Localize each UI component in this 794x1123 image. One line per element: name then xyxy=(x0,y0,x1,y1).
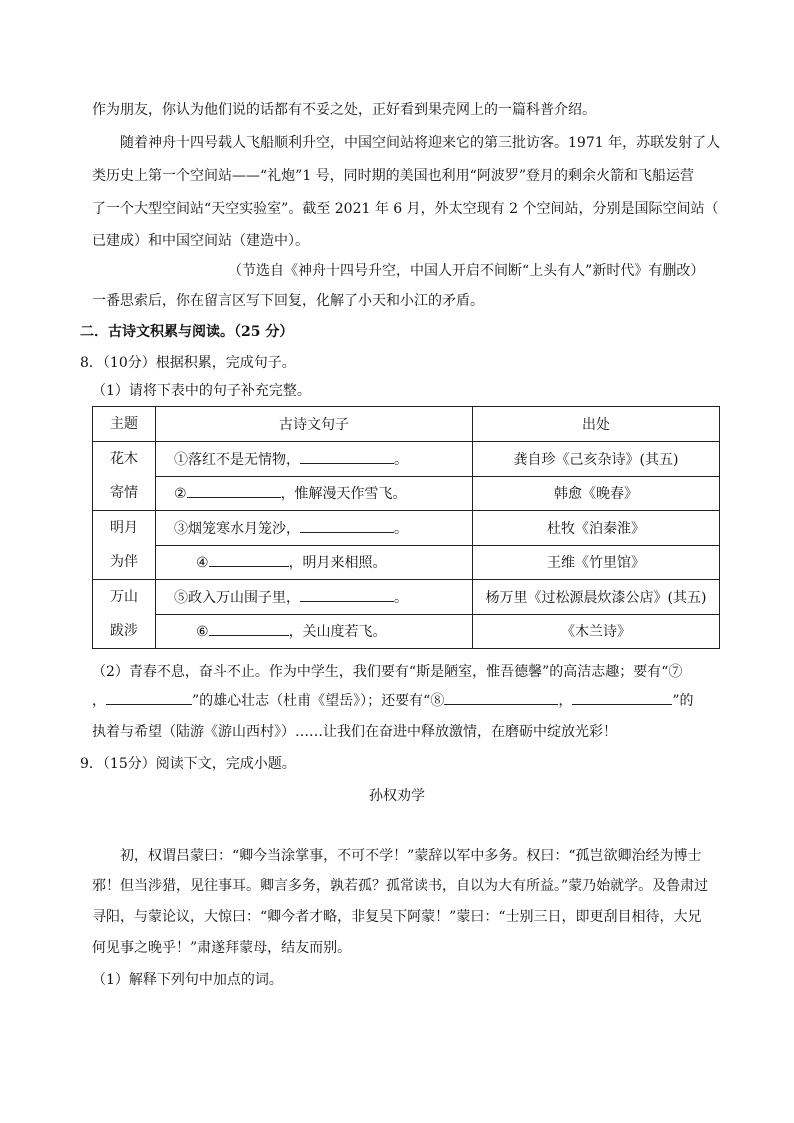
sub-2-text: ， xyxy=(558,693,573,709)
source-cell: 杨万里《过松源晨炊漆公店》(其五) xyxy=(473,580,720,615)
sub-2-text: （2）青春不息，奋斗不止。作为中学生，我们要有“斯是陋室，惟吾德馨”的高洁志趣；要有“⑦ xyxy=(92,664,683,680)
poem-line-text: ⑤政入万山围子里， xyxy=(174,589,300,606)
source-cell: 杜牧《泊秦淮》 xyxy=(473,511,720,546)
poem-line-text: ③烟笼寒水月笼沙， xyxy=(174,520,300,537)
topic-cell-flowers xyxy=(93,442,156,511)
sub-2-text: ”的雄心壮志（杜甫《望岳》）；还要有“⑧ xyxy=(192,693,445,709)
reading-line-2: 邪！但当涉猎，见往事耳。卿言多务，孰若孤？孤常读书，自以为大有所益。”蒙乃始就学。及鲁肃过 xyxy=(92,878,709,894)
poem-line-text: 。 xyxy=(394,451,408,468)
question-8-sub-2-line-3: 执着与希望（陆游《游山西村》）……让我们在奋进中释放激情，在磨砺中绽放光彩！ xyxy=(92,724,617,740)
poem-line-text: 。 xyxy=(394,589,408,606)
answer-blank[interactable] xyxy=(300,587,394,602)
poem-line-cell xyxy=(156,614,473,649)
answer-blank[interactable] xyxy=(300,449,394,464)
source-cell: 龚自珍《己亥杂诗》(其五) xyxy=(473,442,720,477)
answer-blank[interactable] xyxy=(209,621,289,636)
poem-line-text: ④ xyxy=(196,555,209,572)
reading-line-3: 寻阳，与蒙论议，大惊曰：“卿今者才略，非复吴下阿蒙！”蒙曰：“士别三日，即更刮目相待，大兄 xyxy=(92,909,702,925)
source-cell: 韩愈《晚春》 xyxy=(473,476,720,511)
poem-line-cell xyxy=(156,545,473,580)
passage-line-3: 类历史上第一个空间站——“礼炮”1 号，同时期的美国也利用“阿波罗”登月的剩余火箭和飞船运营 xyxy=(92,168,694,184)
table-row xyxy=(93,511,720,546)
topic-label: 跋涉 xyxy=(110,623,138,639)
topic-cell-moon xyxy=(93,511,156,580)
answer-blank[interactable] xyxy=(209,552,289,567)
source-cell: 王维《竹里馆》 xyxy=(473,545,720,580)
passage-line-2: 随着神舟十四号载人飞船顺利升空，中国空间站将迎来它的第三批访客。1971 年，苏联发射了人 xyxy=(120,135,721,151)
question-9-sub-1: （1）解释下列句中加点的词。 xyxy=(92,972,283,988)
question-8-head: 8．（10分）根据积累，完成句子。 xyxy=(80,355,296,371)
poem-line-text: 。 xyxy=(394,520,408,537)
poem-line-text: ⑥ xyxy=(196,624,209,641)
answer-blank[interactable] xyxy=(187,483,281,498)
header-source: 出处 xyxy=(473,407,720,442)
topic-label: 万山 xyxy=(110,589,138,605)
question-8-sub-2-line-2 xyxy=(92,690,694,711)
sub-2-text: ”的 xyxy=(672,693,694,709)
topic-label: 花木 xyxy=(110,451,138,467)
poem-line-cell xyxy=(156,476,473,511)
table-row xyxy=(93,442,720,477)
poem-line-text: ，惟解漫天作雪飞。 xyxy=(280,486,407,503)
passage-line-4: 了一个大型空间站“天空实验室”。截至 2021 年 6 月，外太空现有 2 个空间站，分别是国际空间站（ xyxy=(92,201,719,217)
passage-source: （节选自《神舟十四号升空，中国人开启不间断“上头有人”新时代》有删改） xyxy=(228,263,705,279)
question-8-sub-2-line-1 xyxy=(92,662,682,682)
passage-line-5: 已建成）和中国空间站（建造中）。 xyxy=(92,233,309,249)
table-row xyxy=(93,545,720,580)
topic-label: 寄情 xyxy=(110,485,138,501)
reading-line-4: 何见事之晚乎！”肃遂拜蒙母，结友而别。 xyxy=(92,940,352,956)
answer-blank[interactable] xyxy=(300,518,394,533)
reading-line-1: 初，权谓吕蒙曰：“卿今当涂掌事，不可不学！”蒙辞以军中多务。权曰：“孤岂欲卿治经为博士 xyxy=(120,848,702,864)
topic-label: 为伴 xyxy=(110,554,138,570)
table-header-row xyxy=(93,407,720,442)
topic-cell-mountains xyxy=(93,580,156,649)
passage-line-6: 一番思索后，你在留言区写下回复，化解了小天和小江的矛盾。 xyxy=(92,293,484,309)
answer-blank-7[interactable] xyxy=(106,690,192,705)
poem-line-text: ①落红不是无情物， xyxy=(174,451,300,468)
section-2-title: 二．古诗文积累与阅读。（25 分） xyxy=(80,324,294,340)
question-8-sub-1: （1）请将下表中的句子补充完整。 xyxy=(92,383,311,399)
poem-line-text: ，明月来相照。 xyxy=(288,555,387,572)
poem-line-text: ② xyxy=(174,486,187,503)
answer-blank-8a[interactable] xyxy=(444,690,558,705)
table-row xyxy=(93,614,720,649)
source-cell: 《木兰诗》 xyxy=(473,614,720,649)
passage-line-1: 作为朋友，你认为他们说的话都有不妥之处，正好看到果壳网上的一篇科普介绍。 xyxy=(92,102,596,118)
poem-line-cell xyxy=(156,442,473,477)
table-row xyxy=(93,476,720,511)
answer-blank-8b[interactable] xyxy=(572,690,672,705)
poem-line-cell xyxy=(156,580,473,615)
poem-line-text: ，关山度若飞。 xyxy=(288,624,387,641)
poem-table xyxy=(92,406,720,649)
header-poem-line: 古诗文句子 xyxy=(156,407,473,442)
sub-2-text: ， xyxy=(92,693,106,709)
reading-title: 孙权劝学 xyxy=(369,788,425,804)
poem-line-cell xyxy=(156,511,473,546)
table-row xyxy=(93,580,720,615)
question-9-head: 9．（15分）阅读下文，完成小题。 xyxy=(80,756,296,772)
header-topic: 主题 xyxy=(93,407,156,442)
topic-label: 明月 xyxy=(110,520,138,536)
